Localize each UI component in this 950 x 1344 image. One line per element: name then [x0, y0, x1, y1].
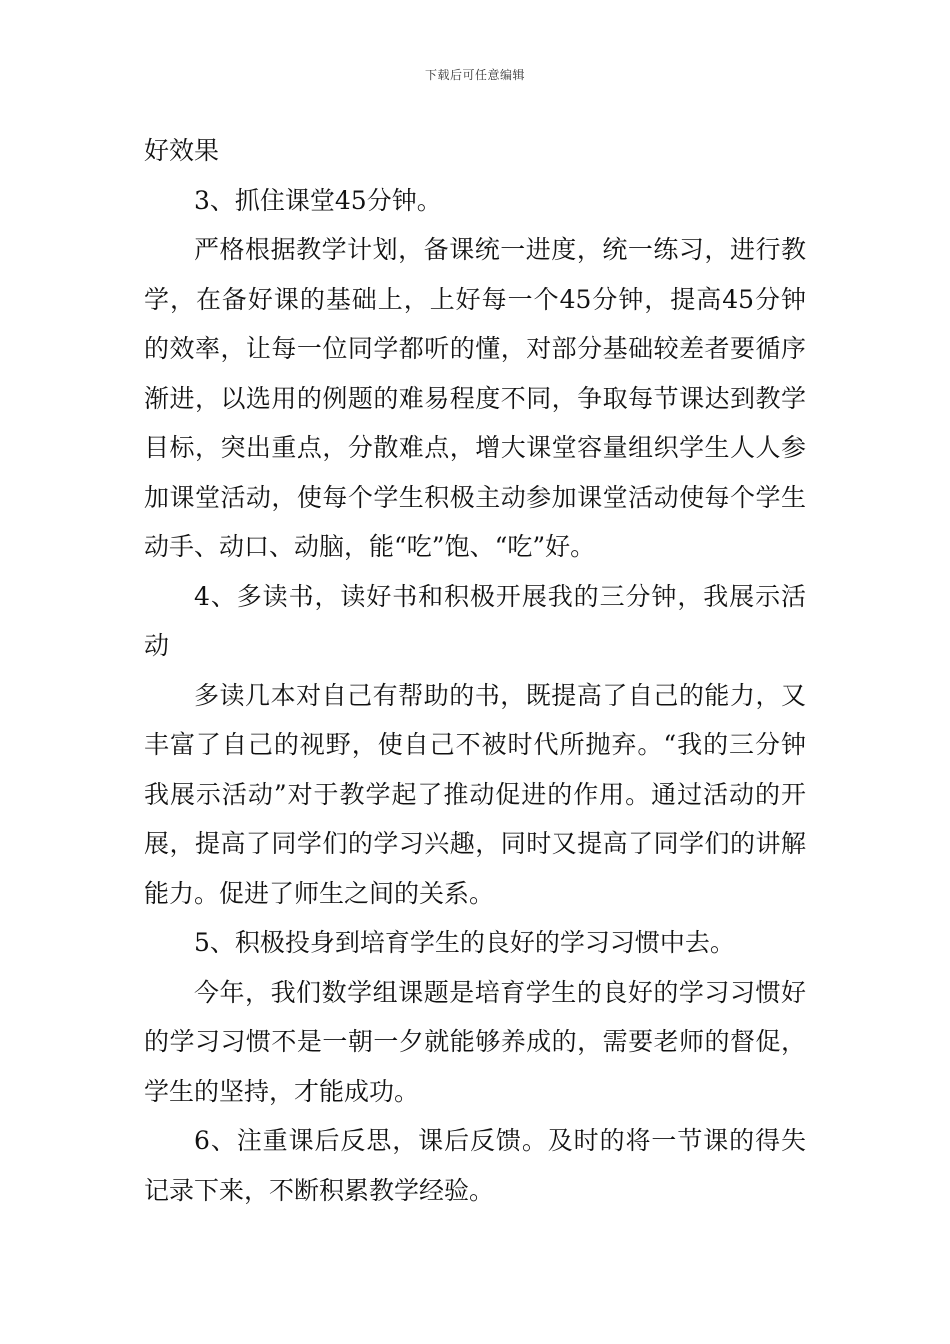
page-header: 下载后可任意编辑 — [424, 68, 525, 82]
section-heading-3: 3、抓住课堂45分钟。 — [194, 185, 442, 215]
section-heading-6: 6、注重课后反思，课后反馈。及时的将一节课的得失记录下来，不断积累教学经验。 — [144, 1126, 806, 1205]
section-heading-5: 5、积极投身到培育学生的良好的学习习惯中去。 — [194, 928, 735, 957]
document-body — [144, 126, 806, 1215]
paragraph-section-4: 多读几本对自己有帮助的书，既提高了自己的能力，又丰富了自己的视野，使自己不被时代所抛弃。“我的三分钟我展示活动”对于教学起了推动促进的作用。通过活动的开展，提高了同学们的学习兴趣，同时又提高了同学们的讲解能力。促进了师生之间的关系。 — [144, 680, 806, 908]
paragraph-section-3: 严格根据教学计划，备课统一进度，统一练习，进行教学，在备好课的基础上，上好每一个45分钟，提高45分钟的效率，让每一位同学都听的懂，对部分基础较差者要循序渐进，以选用的例题的难易程度不同，争取每节课达到教学目标，突出重点，分散难点，增大课堂容量组织学生人人参加课堂活动，使每个学生积极主动参加课堂活动使每个学生动手、动口、动脑，能“吃”饱、“吃”好。 — [144, 235, 806, 561]
paragraph-section-5: 今年，我们数学组课题是培育学生的良好的学习习惯好的学习习惯不是一朝一夕就能够养成的，需要老师的督促，学生的坚持，才能成功。 — [144, 977, 806, 1106]
paragraph-continuation: 好效果 — [144, 136, 220, 165]
section-heading-4: 4、多读书，读好书和积极开展我的三分钟，我展示活动 — [144, 581, 806, 660]
